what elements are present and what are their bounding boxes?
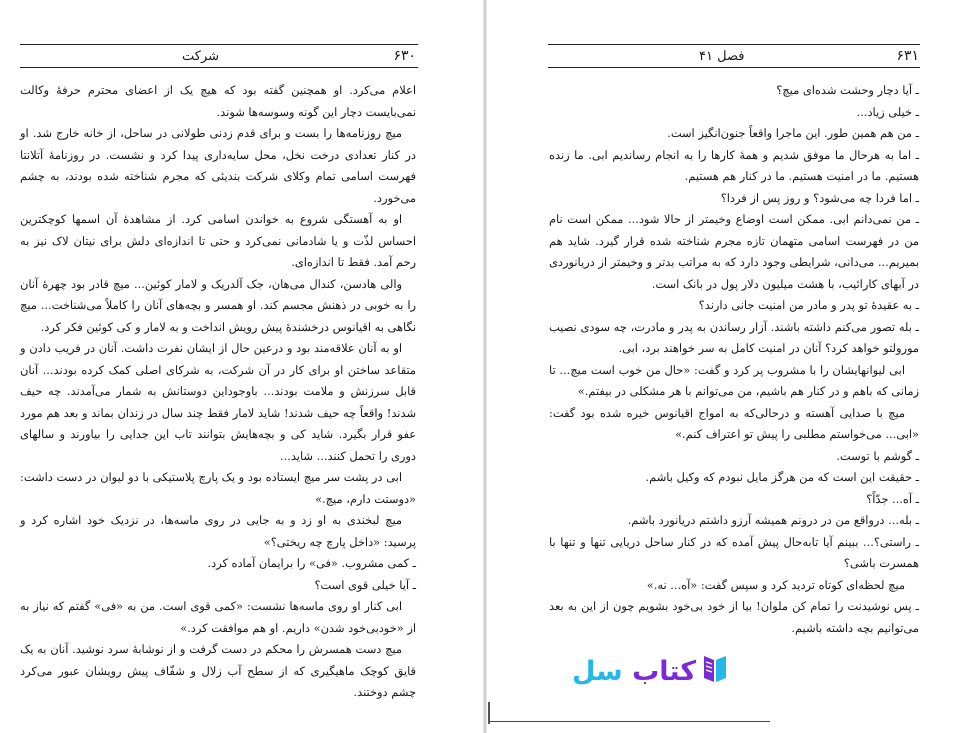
paragraph: والی هادسن، کندال می‌هان، جک آلدریک و لامار کوئین... میچ قادر بود چهرهٔ آنان را به خوبی در ذهنش مجسم کند. او همسر و بچه‌های آنان را کاملاً می‌شناخت... میچ نگاهی به اقیانوس درخشندهٔ پیش رویش انداخت و به لامار و کی کوئین فکر کرد. — [20, 276, 416, 334]
paragraph: میچ لحظه‌ای کوتاه تردید کرد و سپس گفت: «آه... نه.» — [646, 577, 905, 592]
paragraph: ابی در پشت سر میچ ایستاده بود و یک پارچ پلاستیکی با دو لیوان در دست داشت: «دوستت دارم، میچ.» — [20, 470, 416, 506]
header-rule-bottom — [548, 67, 920, 68]
dialogue-line: ـ گوشم با توست. — [836, 448, 919, 463]
paragraph: میچ با صدایی آهسته و درحالی‌که به امواج اقیانوس خیره شده بود گفت: «ابی... می‌خواستم مطلبی را پیش تو اعتراف کنم.» — [549, 405, 919, 441]
paragraph: میچ لبخندی به او زد و به جایی در روی ماسه‌ها، در نزدیک خود اشاره کرد و پرسید: «داخل پارچ چه ریختی؟» — [20, 513, 416, 549]
dialogue-line: ـ آیا دچار وحشت شده‌ای میچ؟ — [776, 83, 919, 97]
watermark-accent-word: سل — [572, 655, 623, 687]
dialogue-line: ـ آه... جدّاً؟ — [866, 491, 919, 506]
page-edge-line — [490, 721, 770, 722]
paragraph: ابی لیوانهایشان را با مشروب پر کرد و گفت: «حال من خوب است میچ... تا زمانی که باهم و در کنار هم باشیم، من می‌توانم با هر مشکلی در بیفتم.» — [549, 362, 919, 398]
header-rule-bottom — [20, 67, 418, 68]
page-edge-mark — [488, 702, 490, 724]
paragraph: میچ روزنامه‌ها را بست و برای قدم زدنی طولانی در ساحل، از خانه خارج شد. او در کنار تعدادی درخت نخل، محل سایه‌داری پیدا کرد و نشست. در روزنامهٔ آتلانتا فهرست اسامی تمام وکلای شرکت بندیئی که مجرم شناخته شده بودند، به چشم می‌خورد. — [20, 126, 416, 205]
header-rule-top — [548, 44, 920, 45]
dialogue-line: ـ آیا خیلی قوی است؟ — [314, 577, 416, 592]
dialogue-line: ـ من هم همین طور. این ماجرا واقعاً جنون‌انگیز است. — [667, 126, 919, 140]
dialogue-line: ـ حقیقت این است که من هرگز مایل نبودم که وکیل باشم. — [645, 470, 919, 484]
page-630 — [0, 0, 483, 733]
paragraph: میچ دست همسرش را محکم در دست گرفت و از نوشابهٔ سرد نوشید. آنان به یک قایق کوچک ماهیگیری که از سطح آب زلال و شفّاف پیش رویشان عبور می‌کرد چشم دوختند. — [20, 642, 416, 699]
watermark-text — [572, 656, 696, 687]
dialogue-line: ـ به عقیدهٔ تو پدر و مادر من امنیت جانی دارند؟ — [698, 298, 919, 312]
watermark-main-word: کتاب — [632, 655, 697, 687]
dialogue-line: ـ بله تصور می‌کنم داشته باشند. آزار رساندن به پدر و مادرت، چه سودی نصیب مورولتو خواهد کرد؟ آنان در امنیت کامل به سر خواهند برد، ابی. — [549, 319, 919, 355]
book-icon — [700, 652, 730, 690]
page-number: ۶۳۰ — [393, 48, 416, 64]
page-body — [20, 80, 416, 704]
dialogue-line: ـ بله... درواقع من در درونم همیشه آرزو داشتم دریانورد باشم. — [627, 513, 919, 527]
dialogue-line: ـ راستی؟... ببینم آیا تابه‌حال پیش آمده که در کنار ساحل دریایی تنها و تنها با همسرت باشی؟ — [549, 534, 919, 570]
paragraph: او به آنان علاقه‌مند بود و درعین حال از ایشان نفرت داشت. آنان در فریب دادن و متقاعد ساختن او برای کار در آن شرکت، به شرکای اصلی کمک کرده بودند... آنان قابل سرزنش و ملامت بودند... باوجوداین دوستانش به شمار می‌آمدند. چه حیف شدند! واقعاً چه حیف شدند! شاید لامار فقط چند سال در زندان بماند و بعد هم مورد عفو قرار بگیرد. شاید کی و بچه‌هایش بتوانند تاب این جدایی را بیاورند و سالهای دوری را تحمل کنند... شاید... — [20, 341, 416, 463]
header-rule-top — [20, 44, 418, 45]
dialogue-line: ـ اما به هرحال ما موفق شدیم و همهٔ کارها را به انجام رساندیم ابی. ما زنده هستیم. ما در امنیت هستیم. ما در کنار هم هستیم. — [549, 147, 919, 183]
page-number: ۶۳۱ — [896, 48, 919, 64]
dialogue-line: ـ پس نوشیدنت را تمام کن ملوان! بیا از خود بی‌خود بشویم چون از این به بعد می‌توانیم بچه داشته باشیم. — [549, 599, 919, 635]
running-title: فصل ۴۱ — [699, 48, 745, 64]
running-title: شرکت — [182, 48, 220, 64]
page-header — [549, 46, 919, 66]
page-body — [549, 80, 919, 639]
dialogue-line: ـ خیلی زیاد... — [856, 104, 919, 119]
paragraph: او به آهستگی شروع به خواندن اسامی کرد. از مشاهدهٔ آن اسمها کوچکترین احساس لذّت و یا شادمانی نمی‌کرد و حتی تا اندازه‌ای دلش برای نیتان لاک نیز به رحم آمد. فقط تا اندازه‌ای. — [20, 212, 416, 269]
watermark-logo — [572, 652, 730, 690]
paragraph: اعلام می‌کرد. او همچنین گفته بود که هیچ یک از اعضای محترم حرفهٔ وکالت نمی‌بایست دچار این گونه وسوسه‌ها شوند. — [20, 83, 416, 119]
dialogue-line: ـ من نمی‌دانم ابی. ممکن است اوضاع وخیمتر از حالا شود... ممکن است نام من در فهرست اسامی متهمان تازه مجرم شناخته شده قرار گیرد. شاید هم بمیریم... می‌دانی، شرایطی وجود دارد که به مراتب بدتر و وخیمتر از دریانوردی در آبهای کارائیب، با هشت میلیون دلار پول در بانک است. — [549, 212, 919, 291]
dialogue-line: ـ اما فردا چه می‌شود؟ و روز پس از فردا؟ — [720, 190, 919, 205]
page-header — [22, 46, 416, 66]
dialogue-line: ـ کمی مشروب. «فی» را برایمان آماده کرد. — [207, 556, 416, 570]
paragraph: ابی کنار او روی ماسه‌ها نشست: «کمی قوی است. من به «فی» گفتم که نیاز به از «خودبی‌خود شدن» داریم. او هم موافقت کرد.» — [20, 599, 416, 635]
